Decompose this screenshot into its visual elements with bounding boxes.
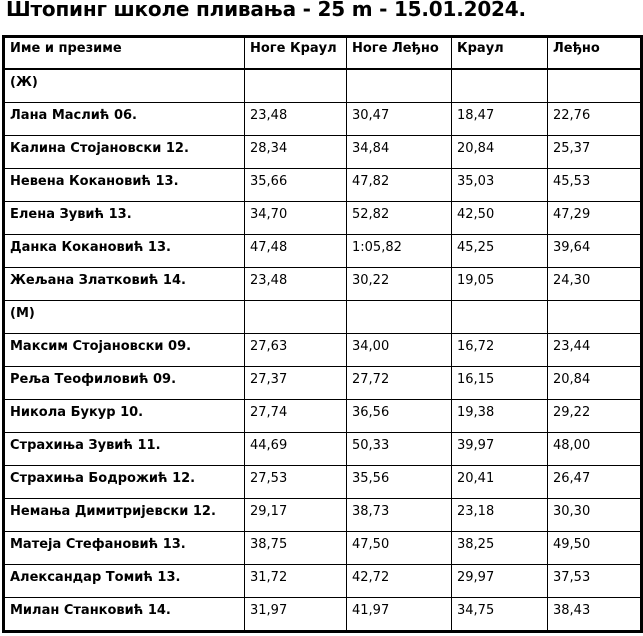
empty-cell xyxy=(548,69,642,103)
time-legs-freestyle: 47,48 xyxy=(245,235,347,268)
time-backstroke: 26,47 xyxy=(548,466,642,499)
swimmer-name: Немања Димитријевски 12. xyxy=(4,499,245,532)
empty-cell xyxy=(245,69,347,103)
time-freestyle: 19,38 xyxy=(452,400,548,433)
empty-cell xyxy=(452,301,548,334)
swimmer-name: Елена Зувић 13. xyxy=(4,202,245,235)
time-legs-backstroke: 36,56 xyxy=(347,400,452,433)
swimmer-name: Страхиња Зувић 11. xyxy=(4,433,245,466)
time-backstroke: 25,37 xyxy=(548,136,642,169)
table-row xyxy=(4,565,642,598)
time-legs-backstroke: 38,73 xyxy=(347,499,452,532)
time-legs-backstroke: 35,56 xyxy=(347,466,452,499)
time-freestyle: 35,03 xyxy=(452,169,548,202)
time-legs-freestyle: 35,66 xyxy=(245,169,347,202)
table-row xyxy=(4,169,642,202)
empty-cell xyxy=(245,301,347,334)
time-backstroke: 38,43 xyxy=(548,598,642,632)
time-backstroke: 49,50 xyxy=(548,532,642,565)
table-header-row xyxy=(4,37,642,70)
time-legs-freestyle: 23,48 xyxy=(245,103,347,136)
table-row xyxy=(4,202,642,235)
swimmer-name: Лана Маслић 06. xyxy=(4,103,245,136)
time-freestyle: 16,72 xyxy=(452,334,548,367)
time-legs-backstroke: 1:05,82 xyxy=(347,235,452,268)
time-legs-freestyle: 34,70 xyxy=(245,202,347,235)
time-legs-freestyle: 31,72 xyxy=(245,565,347,598)
time-legs-freestyle: 27,37 xyxy=(245,367,347,400)
time-backstroke: 20,84 xyxy=(548,367,642,400)
table-row xyxy=(4,103,642,136)
time-freestyle: 34,75 xyxy=(452,598,548,632)
table-row xyxy=(4,466,642,499)
swimmer-name: Страхиња Бодрожић 12. xyxy=(4,466,245,499)
header-name: Име и презиме xyxy=(4,37,245,70)
table-row xyxy=(4,367,642,400)
time-legs-freestyle: 31,97 xyxy=(245,598,347,632)
time-legs-backstroke: 27,72 xyxy=(347,367,452,400)
page-title: Штопинг школе пливања - 25 m - 15.01.2024. xyxy=(6,0,526,21)
swimmer-name: Никола Букур 10. xyxy=(4,400,245,433)
time-freestyle: 23,18 xyxy=(452,499,548,532)
time-legs-backstroke: 50,33 xyxy=(347,433,452,466)
time-backstroke: 23,44 xyxy=(548,334,642,367)
table-row xyxy=(4,598,642,632)
time-legs-backstroke: 52,82 xyxy=(347,202,452,235)
time-legs-backstroke: 47,50 xyxy=(347,532,452,565)
table-row xyxy=(4,334,642,367)
time-freestyle: 16,15 xyxy=(452,367,548,400)
time-freestyle: 20,84 xyxy=(452,136,548,169)
table-row xyxy=(4,499,642,532)
time-legs-freestyle: 29,17 xyxy=(245,499,347,532)
time-backstroke: 39,64 xyxy=(548,235,642,268)
time-freestyle: 39,97 xyxy=(452,433,548,466)
swimmer-name: Рељa Теофиловић 09. xyxy=(4,367,245,400)
time-freestyle: 29,97 xyxy=(452,565,548,598)
empty-cell xyxy=(347,301,452,334)
time-legs-freestyle: 38,75 xyxy=(245,532,347,565)
swimmer-name: Матеја Стефановић 13. xyxy=(4,532,245,565)
time-legs-freestyle: 27,53 xyxy=(245,466,347,499)
time-backstroke: 29,22 xyxy=(548,400,642,433)
time-backstroke: 37,53 xyxy=(548,565,642,598)
time-backstroke: 45,53 xyxy=(548,169,642,202)
header-legs-backstroke: Ноге Леђно xyxy=(347,37,452,70)
time-backstroke: 30,30 xyxy=(548,499,642,532)
swimmer-name: Максим Стојановски 09. xyxy=(4,334,245,367)
time-freestyle: 45,25 xyxy=(452,235,548,268)
results-table xyxy=(2,35,643,633)
swimmer-name: Невена Кокановић 13. xyxy=(4,169,245,202)
time-freestyle: 38,25 xyxy=(452,532,548,565)
header-legs-freestyle: Ноге Краул xyxy=(245,37,347,70)
group-row-male xyxy=(4,301,642,334)
time-legs-backstroke: 42,72 xyxy=(347,565,452,598)
time-backstroke: 24,30 xyxy=(548,268,642,301)
time-backstroke: 47,29 xyxy=(548,202,642,235)
empty-cell xyxy=(452,69,548,103)
time-freestyle: 18,47 xyxy=(452,103,548,136)
group-label: (Ж) xyxy=(4,69,245,103)
table-row xyxy=(4,136,642,169)
header-freestyle: Краул xyxy=(452,37,548,70)
time-legs-freestyle: 27,63 xyxy=(245,334,347,367)
time-legs-freestyle: 28,34 xyxy=(245,136,347,169)
time-legs-backstroke: 34,00 xyxy=(347,334,452,367)
time-legs-backstroke: 30,47 xyxy=(347,103,452,136)
table-row xyxy=(4,268,642,301)
time-backstroke: 48,00 xyxy=(548,433,642,466)
time-legs-backstroke: 34,84 xyxy=(347,136,452,169)
table-row xyxy=(4,235,642,268)
group-row-female xyxy=(4,69,642,103)
empty-cell xyxy=(548,301,642,334)
swimmer-name: Милан Станковић 14. xyxy=(4,598,245,632)
swimmer-name: Александар Томић 13. xyxy=(4,565,245,598)
header-backstroke: Леђно xyxy=(548,37,642,70)
table-row xyxy=(4,532,642,565)
time-legs-backstroke: 30,22 xyxy=(347,268,452,301)
time-legs-freestyle: 23,48 xyxy=(245,268,347,301)
time-legs-backstroke: 47,82 xyxy=(347,169,452,202)
time-legs-backstroke: 41,97 xyxy=(347,598,452,632)
swimmer-name: Жељана Златковић 14. xyxy=(4,268,245,301)
group-label: (М) xyxy=(4,301,245,334)
table-row xyxy=(4,400,642,433)
time-freestyle: 20,41 xyxy=(452,466,548,499)
swimmer-name: Данка Кокановић 13. xyxy=(4,235,245,268)
swimmer-name: Калина Стојановски 12. xyxy=(4,136,245,169)
time-backstroke: 22,76 xyxy=(548,103,642,136)
time-legs-freestyle: 44,69 xyxy=(245,433,347,466)
time-legs-freestyle: 27,74 xyxy=(245,400,347,433)
empty-cell xyxy=(347,69,452,103)
table-row xyxy=(4,433,642,466)
time-freestyle: 42,50 xyxy=(452,202,548,235)
time-freestyle: 19,05 xyxy=(452,268,548,301)
